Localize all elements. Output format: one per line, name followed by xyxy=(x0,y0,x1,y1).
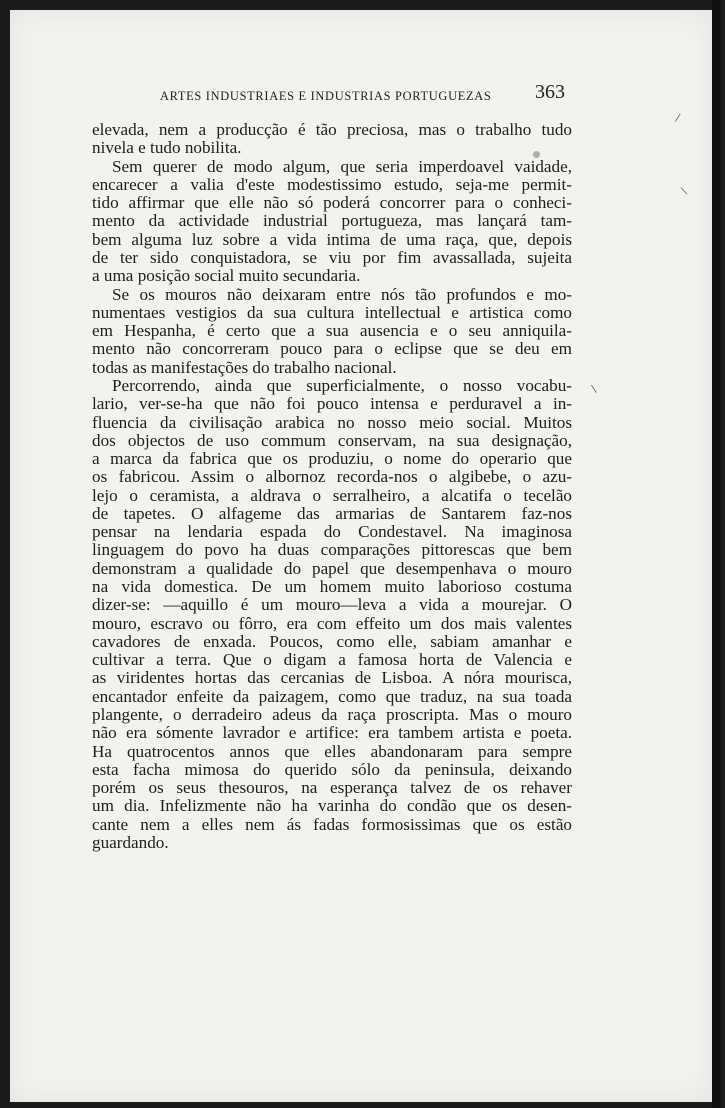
text-line: dizer-se: —aquillo é um mouro—leva a vida a mourejar. O xyxy=(92,595,572,615)
text-line: encarecer a valia d'este modestissimo estudo, seja-me permit- xyxy=(92,174,572,194)
text-line: tido affirmar que elle não só poderá concorrer para o conheci- xyxy=(92,193,572,213)
text-line: linguagem do povo ha duas comparações pittorescas que bem xyxy=(92,540,572,560)
text-line: numentaes vestigios da sua cultura intellectual e artistica como xyxy=(92,302,572,322)
page-header xyxy=(160,81,580,108)
text-line: Sem querer de modo algum, que seria imperdoavel vaidade, xyxy=(112,156,572,176)
text-line: elevada, nem a producção é tão preciosa, mas o trabalho tudo xyxy=(92,120,572,139)
running-head: ARTES INDUSTRIAES E INDUSTRIAS PORTUGUEZAS xyxy=(160,89,492,103)
text-line: dos objectos de uso commum conservam, na sua designação, xyxy=(92,430,572,450)
text-line: a marca da fabrica que os produziu, o nome do operario que xyxy=(92,449,572,469)
text-line: pensar na lendaria espada do Condestavel. Na imaginosa xyxy=(92,522,572,542)
text-line: bem alguma luz sobre a vida intima de uma raça, que, depois xyxy=(92,229,572,249)
text-line: Se os mouros não deixaram entre nós tão profundos e mo- xyxy=(112,284,572,304)
text-line: nivela e tudo nobilita. xyxy=(92,138,242,158)
text-line: esta facha mimosa do querido sólo da peninsula, deixando xyxy=(92,759,572,779)
text-line: as viridentes hortas das cercanias de Lisboa. A nóra mourisca, xyxy=(92,668,572,688)
text-line: em Hespanha, é certo que a sua ausencia e o seu anniquila- xyxy=(92,321,572,341)
text-line: de ter sido conquistadora, se viu por fim avassallada, sujeita xyxy=(92,247,572,267)
text-line: a uma posição social muito secundaria. xyxy=(92,266,361,286)
text-line: Ha quatrocentos annos que elles abandonaram para sempre xyxy=(92,741,572,761)
text-line: lejo o ceramista, a aldrava o serralheiro, a alcatifa o tecelão xyxy=(92,485,572,505)
body-text xyxy=(92,121,572,852)
text-line: plangente, o derradeiro adeus da raça proscripta. Mas o mouro xyxy=(92,705,572,724)
text-line: de tapetes. O alfageme das armarias de Santarem faz-nos xyxy=(92,503,572,523)
text-line: porém os seus thesouros, na esperança talvez de os rehaver xyxy=(92,778,572,798)
text-line: não era sómente lavrador e artifice: era tambem artista e poeta. xyxy=(92,723,572,743)
text-line: na vida domestica. De um homem muito laborioso costuma xyxy=(92,577,572,597)
text-line: cante nem a elles nem ás fadas formosissimas que os estão xyxy=(92,814,572,834)
text-line: encantador enfeite da paizagem, como que traduz, na sua toada xyxy=(92,686,572,706)
text-line: lario, ver-se-ha que não foi pouco intensa e perduravel a in- xyxy=(92,394,572,414)
text-line: cultivar a terra. Que o digam a famosa horta de Valencia e xyxy=(92,650,572,670)
text-line: mouro, escravo ou fôrro, era com effeito um dos mais valentes xyxy=(92,613,572,633)
text-line: mento não concorreram pouco para o eclipse que se deu em xyxy=(92,339,572,359)
text-line: um dia. Infelizmente não ha varinha do condão que os desen- xyxy=(92,796,572,816)
margin-mark: \ xyxy=(590,380,598,397)
text-line: os fabricou. Assim o albornoz recorda-nos o algibebe, o azu- xyxy=(92,467,572,487)
text-line: todas as manifestações do trabalho nacional. xyxy=(92,357,397,377)
scan-edge-shadow xyxy=(712,0,721,1108)
margin-mark: / xyxy=(674,109,682,126)
text-line: demonstram a qualidade do papel que desempenhava o mouro xyxy=(92,558,572,578)
page-number: 363 xyxy=(535,81,565,103)
text-line: mento da actividade industrial portugueza, mas lançará tam- xyxy=(92,211,572,231)
text-line: fluencia da civilisação arabica no nosso meio social. Muitos xyxy=(92,412,572,432)
text-line: Percorrendo, ainda que superficialmente, o nosso vocabu- xyxy=(112,375,572,395)
text-line: guardando. xyxy=(92,832,169,852)
text-line: cavadores de enxada. Poucos, como elle, sabiam amanhar e xyxy=(92,631,572,651)
margin-mark: \ xyxy=(679,182,689,199)
